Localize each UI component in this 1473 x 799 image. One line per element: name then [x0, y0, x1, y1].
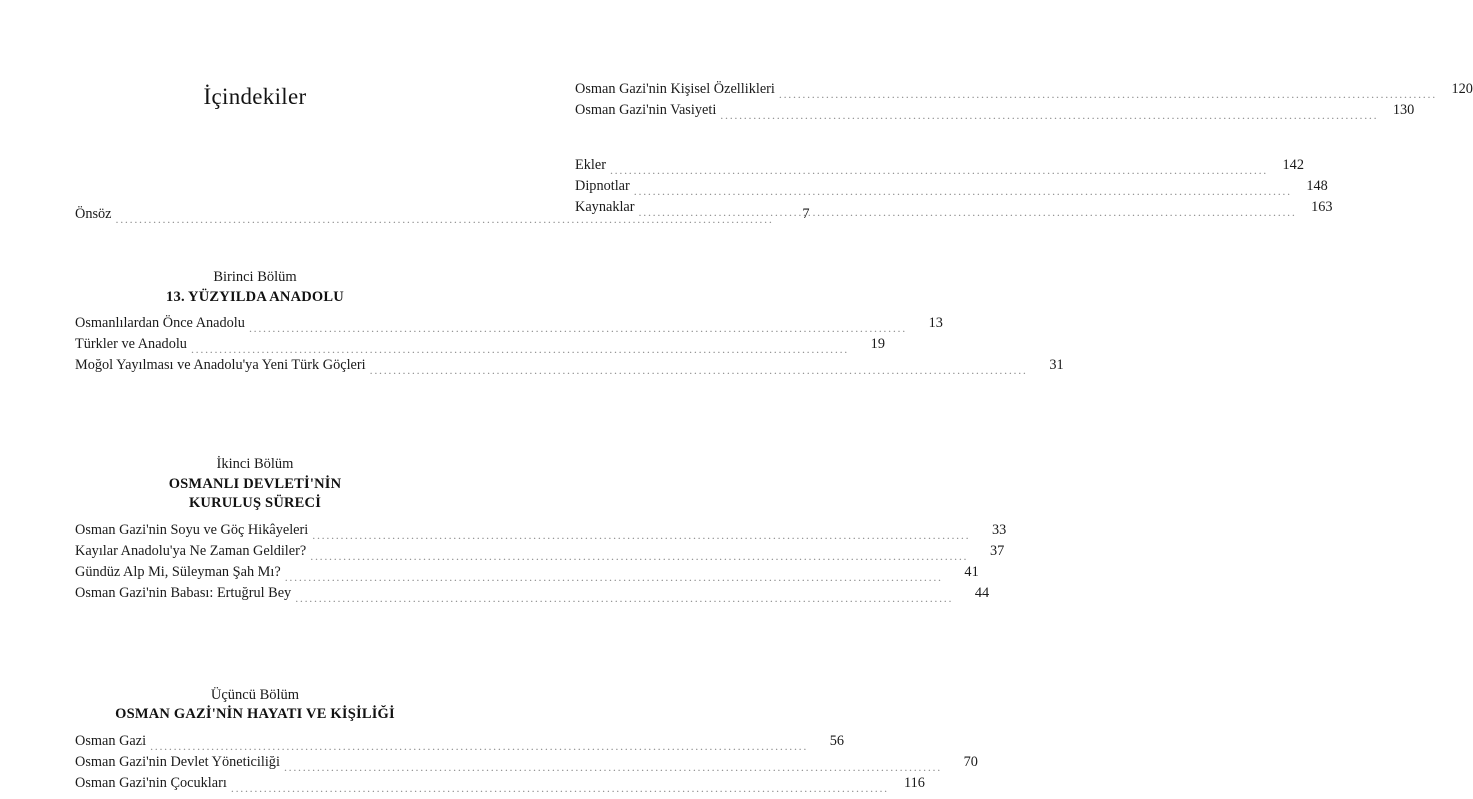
toc-entry-label: Dipnotlar	[575, 178, 630, 194]
toc-section-ucuncu-bolum	[75, 686, 978, 794]
dot-leader	[285, 567, 943, 581]
toc-entry-label: Gündüz Alp Mi, Süleyman Şah Mı?	[75, 563, 281, 580]
toc-entry-page: 13	[928, 315, 943, 332]
toc-entry[interactable]	[75, 562, 979, 583]
toc-entry-label: Kayılar Anadolu'ya Ne Zaman Geldiler?	[75, 542, 307, 559]
section-mainheading: OSMAN GAZİ'NİN HAYATI VE KİŞİLİĞİ	[115, 706, 395, 723]
toc-entry-page: 130	[1392, 102, 1415, 118]
toc-entry-label: Osman Gazi'nin Soyu ve Göç Hikâyeleri	[75, 521, 309, 538]
dot-leader	[720, 105, 1378, 119]
dot-leader	[779, 84, 1437, 98]
section-entries	[75, 520, 1007, 604]
dot-leader	[634, 181, 1292, 195]
toc-entry-label: Osman Gazi	[75, 732, 147, 749]
toc-entry-page: 44	[974, 584, 990, 601]
toc-entry-label: Osman Gazi'nin Devlet Yöneticiliği	[75, 753, 280, 770]
toc-entry[interactable]	[575, 155, 1304, 176]
dot-leader	[295, 588, 953, 602]
section-mainheading: 13. YÜZYILDA ANADOLU	[166, 288, 344, 305]
section-heading	[75, 686, 435, 725]
toc-entry-label: Türkler ve Anadolu	[75, 336, 187, 353]
toc-entry[interactable]	[575, 176, 1328, 197]
right-group-1-entries	[575, 79, 1473, 121]
dot-leader	[191, 339, 849, 353]
toc-entry[interactable]	[75, 583, 990, 604]
toc-entry[interactable]	[75, 541, 1005, 562]
toc-entry[interactable]	[75, 334, 885, 355]
toc-entry[interactable]	[575, 79, 1473, 100]
toc-entry[interactable]	[575, 100, 1415, 121]
toc-section-birinci-bolum	[75, 268, 1064, 376]
toc-entry-page: 19	[870, 336, 885, 353]
toc-entry-page: 33	[991, 521, 1007, 538]
toc-entry-page: 120	[1451, 81, 1473, 97]
toc-entry[interactable]	[75, 773, 925, 794]
toc-entry-label: Osman Gazi'nin Kişisel Özellikleri	[575, 81, 775, 97]
toc-entry[interactable]	[75, 752, 978, 773]
section-mainheading-line2: KURULUŞ SÜRECİ	[188, 495, 322, 512]
section-entries	[75, 313, 1064, 376]
toc-entry-label: Moğol Yayılması ve Anadolu'ya Yeni Türk Göçleri	[75, 357, 366, 374]
section-mainheading: OSMANLI DEVLETİ'NİN	[168, 475, 342, 492]
toc-entry-page: 41	[964, 563, 979, 580]
dot-leader	[150, 736, 808, 750]
section-subheading: Üçüncü Bölüm	[210, 686, 300, 703]
toc-entry[interactable]	[75, 520, 1007, 541]
toc-entry-page: 116	[903, 774, 925, 791]
section-heading	[75, 268, 435, 307]
toc-entry-label: Osman Gazi'nin Çocukları	[75, 774, 227, 791]
toc-entry-label: Osmanlılardan Önce Anadolu	[75, 315, 245, 332]
toc-entry[interactable]	[75, 355, 1064, 376]
toc-entry-page: 56	[829, 732, 845, 749]
dot-leader	[284, 757, 942, 771]
page-title: İçindekiler	[203, 84, 307, 109]
toc-entry[interactable]	[575, 197, 1333, 218]
toc-entry-label: Osman Gazi'nin Vasiyeti	[575, 102, 717, 118]
dot-leader	[312, 525, 970, 539]
toc-entry-page: 7	[802, 206, 810, 222]
section-subheading: Birinci Bölüm	[213, 269, 297, 285]
dot-leader	[370, 360, 1028, 374]
section-heading	[75, 455, 435, 514]
toc-entry-label: Ekler	[575, 157, 606, 173]
toc-entry-label: Önsöz	[75, 206, 112, 222]
toc-entry-page: 142	[1282, 157, 1304, 173]
section-entries	[75, 731, 978, 794]
toc-entry-page: 70	[963, 753, 978, 770]
toc-entry-page: 163	[1311, 199, 1333, 215]
section-subheading: İkinci Bölüm	[216, 456, 294, 473]
toc-entry-page: 31	[1049, 357, 1064, 374]
toc-entry[interactable]	[75, 313, 943, 334]
toc-entry-page: 37	[989, 542, 1005, 559]
toc-section-ikinci-bolum	[75, 455, 1007, 604]
dot-leader	[610, 160, 1268, 174]
dot-leader	[639, 202, 1297, 216]
toc-entry-label: Kaynaklar	[575, 199, 635, 215]
dot-leader	[231, 778, 889, 792]
toc-entry-page: 148	[1306, 178, 1328, 194]
right-group-2-entries	[575, 155, 1333, 218]
dot-leader	[310, 546, 968, 560]
toc-entry[interactable]	[75, 731, 845, 752]
dot-leader	[249, 318, 907, 332]
toc-entry-label: Osman Gazi'nin Babası: Ertuğrul Bey	[75, 584, 292, 601]
toc-right-column	[575, 0, 1473, 218]
